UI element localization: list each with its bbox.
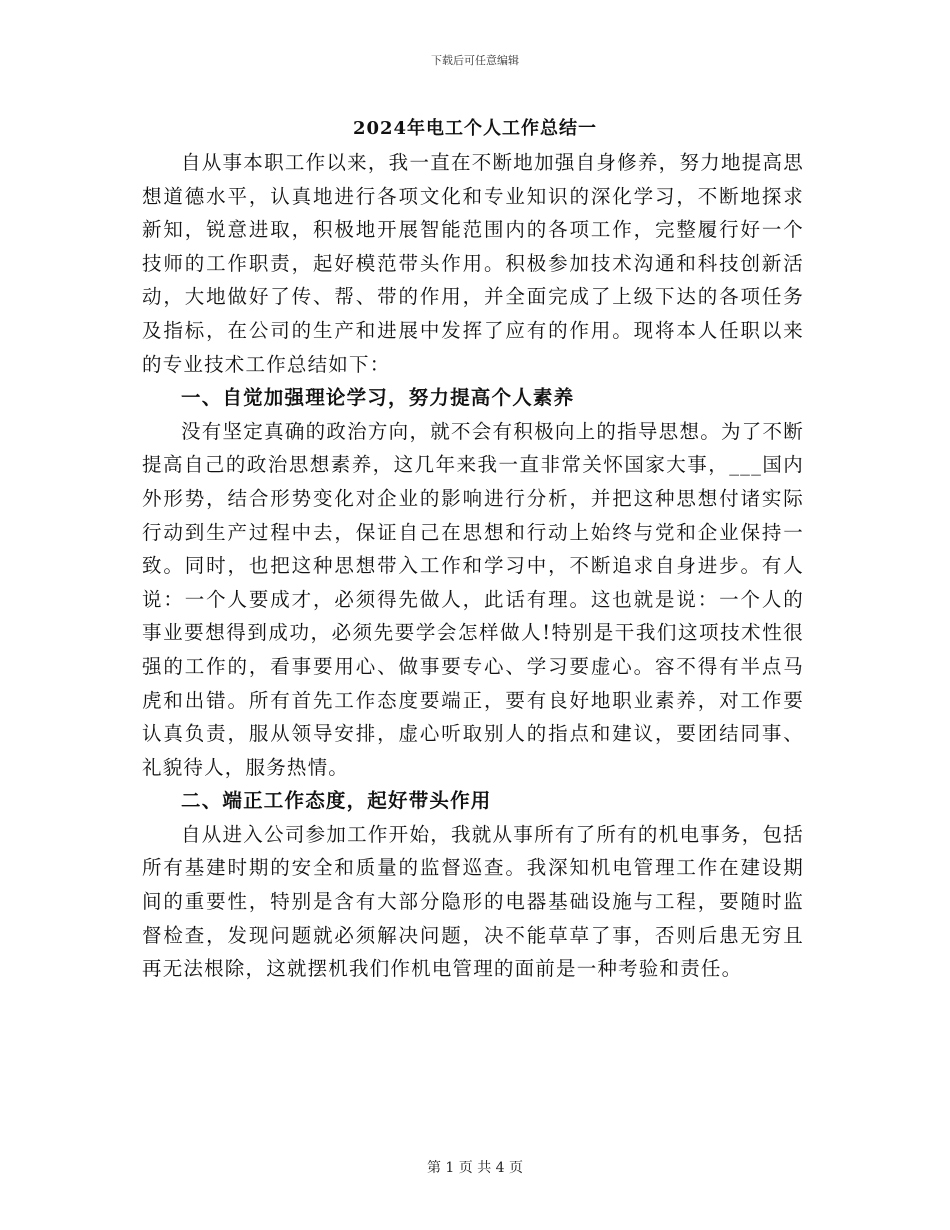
section-2-paragraph: 自从进入公司参加工作开始，我就从事所有了所有的机电事务，包括所有基建时期的安全和质量的监督巡查。我深知机电管理工作在建设期间的重要性，特别是含有大部分隐形的电器基础设施与工程，要随时监督检查，发现问题就必须解决问题，决不能草草了事，否则后患无穷且再无法根除，这就摆机我们作机电管理的面前是一种考验和责任。 xyxy=(142,822,804,981)
page-number: 第 1 页 共 4 页 xyxy=(426,1160,524,1176)
intro-paragraph: 自从事本职工作以来，我一直在不断地加强自身修养，努力地提高思想道德水平，认真地进行各项文化和专业知识的深化学习，不断地探求新知，锐意进取，积极地开展智能范围内的各项工作，完整履行好一个技师的工作职责，起好模范带头作用。积极参加技术沟通和科技创新活动，大地做好了传、帮、带的作用，并全面完成了上级下达的各项任务及指标，在公司的生产和进展中发挥了应有的作用。现将本人任职以来的专业技术工作总结如下： xyxy=(142,151,804,376)
section-heading-2: 二、端正工作态度，起好带头作用 xyxy=(181,789,492,813)
document-title: 2024年电工个人工作总结一 xyxy=(352,118,598,139)
document-body xyxy=(142,146,804,986)
page-header-note: 下载后可任意编辑 xyxy=(431,54,519,67)
section-1-paragraph: 没有坚定真确的政治方向，就不会有积极向上的指导思想。为了不断提高自己的政治思想素养，这几年来我一直非常关怀国家大事，___国内外形势，结合形势变化对企业的影响进行分析，并把这种思想付诸实际行动到生产过程中去，保证自己在思想和行动上始终与党和企业保持一致。同时，也把这种思想带入工作和学习中，不断追求自身进步。有人说：一个人要成才，必须得先做人，此话有理。这也就是说：一个人的事业要想得到成功，必须先要学会怎样做人!特别是干我们这项技术性很强的工作的，看事要用心、做事要专心、学习要虚心。容不得有半点马虎和出错。所有首先工作态度要端正，要有良好地职业素养，对工作要认真负责，服从领导安排，虚心听取别人的指点和建议，要团结同事、礼貌待人，服务热情。 xyxy=(142,419,804,779)
section-heading-1: 一、自觉加强理论学习，努力提高个人素养 xyxy=(181,386,575,410)
